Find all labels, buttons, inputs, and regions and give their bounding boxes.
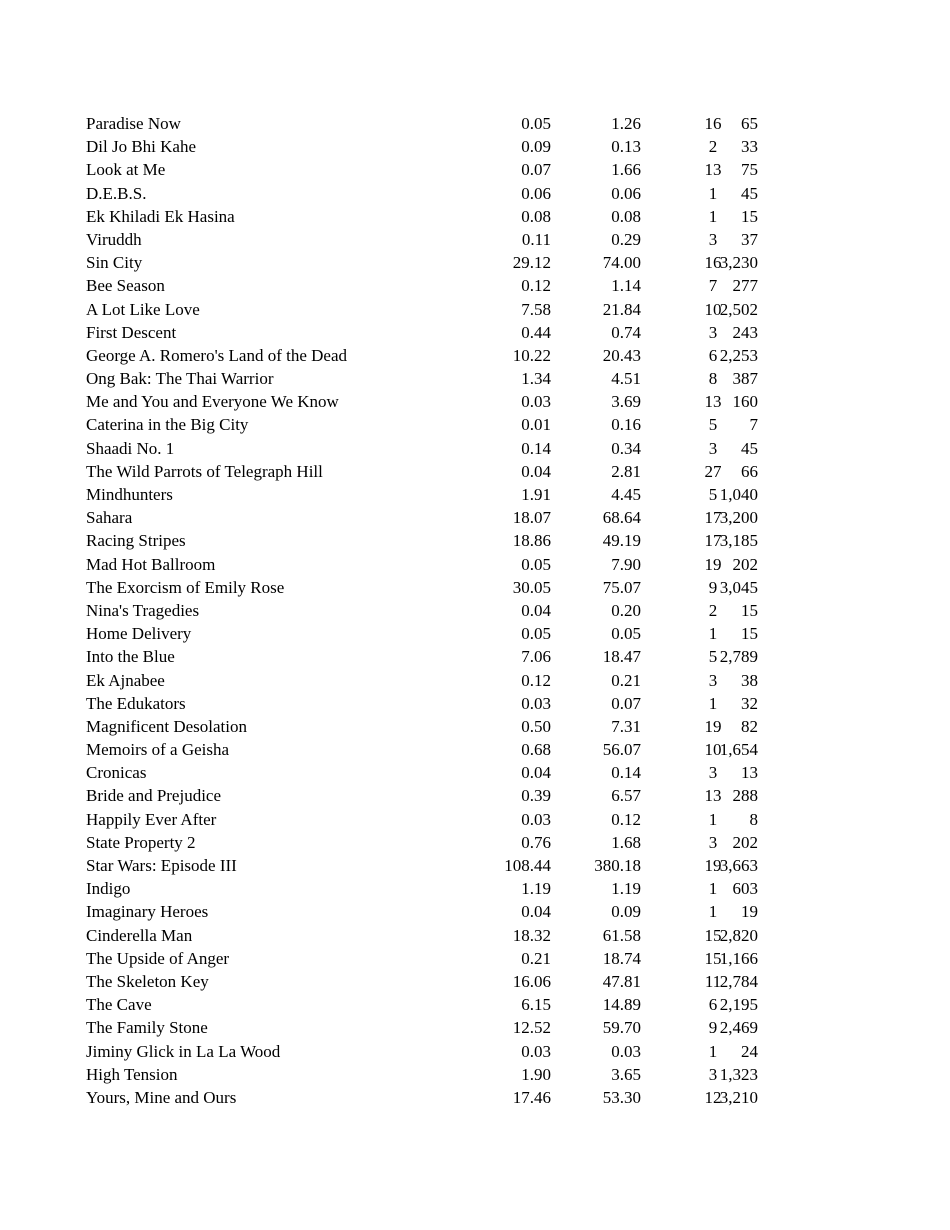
- value-cell-1: 0.03: [521, 392, 551, 412]
- movie-title-cell: Magnificent Desolation: [86, 716, 247, 736]
- value-cell-1: 0.08: [521, 206, 551, 226]
- value-cell-4: 3: [708, 322, 718, 342]
- value-cell-2: 0.09: [611, 902, 641, 922]
- value-cell-2: 49.19: [602, 531, 641, 551]
- value-cell-1: 30.05: [512, 577, 551, 597]
- value-cell-2: 7.90: [611, 554, 641, 574]
- table-row: [86, 576, 758, 599]
- movie-title-cell: The Exorcism of Emily Rose: [86, 577, 285, 597]
- value-cell-1: 0.14: [521, 438, 551, 458]
- value-cell-2: 0.03: [611, 1041, 641, 1061]
- value-cell-4: 17: [704, 531, 722, 551]
- movie-title-cell: George A. Romero's Land of the Dead: [86, 345, 347, 365]
- value-cell-4: 1: [708, 1041, 718, 1061]
- movie-title-cell: Cinderella Man: [86, 925, 193, 945]
- movie-title-cell: Paradise Now: [86, 114, 181, 133]
- movie-title-cell: Me and You and Everyone We Know: [86, 392, 339, 412]
- value-cell-1: 0.01: [521, 415, 551, 435]
- value-cell-2: 47.81: [602, 971, 641, 991]
- table-row: [86, 784, 758, 807]
- value-cell-1: 0.03: [521, 809, 551, 829]
- value-cell-4: 13: [704, 786, 722, 806]
- table-row: [86, 182, 758, 205]
- table-row: [86, 715, 758, 738]
- movie-title-cell: Jiminy Glick in La La Wood: [86, 1041, 281, 1061]
- value-cell-1: 12.52: [512, 1018, 551, 1038]
- value-cell-1: 17.46: [512, 1087, 551, 1107]
- table-row: [86, 599, 758, 622]
- table-row: [86, 553, 758, 576]
- movie-title-cell: Mindhunters: [86, 485, 173, 504]
- value-cell-4: 6: [708, 345, 718, 365]
- value-cell-4: 1: [708, 809, 718, 829]
- value-cell-4: 3: [708, 438, 718, 458]
- value-cell-1: 0.04: [521, 763, 551, 783]
- table-row: [86, 367, 758, 390]
- value-cell-3: 1,040: [719, 485, 758, 504]
- table-row: [86, 645, 758, 668]
- table-row: [86, 506, 758, 529]
- value-cell-4: 19: [704, 856, 722, 875]
- movie-title-cell: High Tension: [86, 1064, 178, 1084]
- value-cell-1: 7.06: [521, 647, 551, 667]
- value-cell-2: 0.08: [611, 206, 641, 226]
- value-cell-1: 0.09: [521, 137, 551, 157]
- table-row: [86, 437, 758, 460]
- value-cell-1: 18.07: [512, 508, 551, 528]
- value-cell-3: 37: [741, 229, 758, 249]
- value-cell-3: 15: [741, 624, 758, 644]
- value-cell-2: 6.57: [611, 786, 641, 806]
- value-cell-2: 14.89: [602, 995, 641, 1015]
- value-cell-1: 0.05: [521, 624, 551, 644]
- value-cell-2: 18.47: [602, 647, 641, 667]
- movie-title-cell: Sin City: [86, 253, 143, 273]
- value-cell-1: 0.39: [521, 786, 551, 806]
- value-cell-1: 0.44: [521, 322, 551, 342]
- value-cell-4: 7: [708, 276, 718, 296]
- value-cell-3: 603: [732, 879, 758, 899]
- value-cell-1: 0.12: [521, 670, 551, 690]
- value-cell-3: 288: [732, 786, 758, 806]
- value-cell-2: 53.30: [602, 1087, 641, 1107]
- value-cell-2: 1.19: [611, 879, 641, 899]
- movie-title-cell: The Edukators: [86, 693, 186, 713]
- table-row: [86, 808, 758, 831]
- value-cell-4: 16: [704, 253, 722, 273]
- value-cell-4: 2: [708, 137, 718, 157]
- value-cell-3: 202: [732, 554, 758, 574]
- value-cell-2: 0.12: [611, 809, 641, 829]
- movie-title-cell: Cronicas: [86, 763, 147, 783]
- value-cell-2: 3.69: [611, 392, 641, 412]
- value-cell-3: 243: [732, 322, 758, 342]
- movie-title-cell: Yours, Mine and Ours: [86, 1087, 237, 1107]
- value-cell-4: 15: [704, 948, 722, 968]
- value-cell-4: 9: [708, 1018, 718, 1038]
- value-cell-3: 38: [741, 670, 758, 690]
- value-cell-4: 3: [708, 1064, 718, 1084]
- value-cell-1: 1.34: [521, 369, 551, 389]
- value-cell-1: 0.11: [521, 229, 551, 249]
- value-cell-1: 1.19: [521, 879, 551, 899]
- movie-title-cell: Racing Stripes: [86, 531, 186, 551]
- movie-title-cell: The Upside of Anger: [86, 948, 230, 968]
- value-cell-3: 3,200: [719, 508, 758, 528]
- value-cell-3: 32: [741, 693, 758, 713]
- data-table: [86, 112, 758, 1109]
- value-cell-2: 21.84: [602, 299, 641, 319]
- value-cell-1: 1.90: [521, 1064, 551, 1084]
- value-cell-3: 387: [732, 369, 758, 389]
- value-cell-3: 15: [741, 600, 758, 620]
- value-cell-4: 1: [708, 206, 718, 226]
- value-cell-4: 5: [708, 647, 718, 667]
- value-cell-4: 1: [708, 693, 718, 713]
- movie-title-cell: The Wild Parrots of Telegraph Hill: [86, 461, 323, 481]
- value-cell-2: 1.26: [611, 114, 641, 133]
- value-cell-4: 1: [708, 902, 718, 922]
- movie-title-cell: Ek Ajnabee: [86, 670, 165, 690]
- movie-title-cell: Look at Me: [86, 160, 166, 180]
- table-row: [86, 112, 758, 135]
- table-row: [86, 1063, 758, 1086]
- value-cell-3: 277: [732, 276, 758, 296]
- table-row: [86, 413, 758, 436]
- movie-title-cell: Shaadi No. 1: [86, 438, 175, 458]
- value-cell-4: 13: [704, 392, 722, 412]
- value-cell-1: 0.03: [521, 1041, 551, 1061]
- value-cell-1: 0.06: [521, 183, 551, 203]
- value-cell-1: 0.21: [521, 948, 551, 968]
- value-cell-2: 4.45: [611, 485, 641, 504]
- value-cell-4: 5: [708, 415, 718, 435]
- value-cell-1: 0.04: [521, 600, 551, 620]
- movie-title-cell: Mad Hot Ballroom: [86, 554, 216, 574]
- value-cell-4: 1: [708, 183, 718, 203]
- value-cell-3: 82: [741, 716, 758, 736]
- value-cell-2: 3.65: [611, 1064, 641, 1084]
- value-cell-1: 0.12: [521, 276, 551, 296]
- value-cell-4: 16: [704, 114, 722, 133]
- value-cell-3: 24: [741, 1041, 758, 1061]
- value-cell-4: 12: [704, 1087, 722, 1107]
- value-cell-3: 45: [741, 183, 758, 203]
- value-cell-3: 8: [749, 809, 758, 829]
- value-cell-3: 1,654: [719, 740, 758, 760]
- value-cell-1: 10.22: [512, 345, 551, 365]
- value-cell-2: 4.51: [611, 369, 641, 389]
- value-cell-2: 1.68: [611, 832, 641, 852]
- value-cell-4: 3: [708, 763, 718, 783]
- movie-title-cell: Nina's Tragedies: [86, 600, 200, 620]
- value-cell-3: 3,230: [719, 253, 758, 273]
- value-cell-4: 8: [708, 369, 718, 389]
- value-cell-1: 0.05: [521, 114, 551, 133]
- value-cell-3: 19: [741, 902, 758, 922]
- value-cell-2: 0.34: [611, 438, 641, 458]
- table-row: [86, 993, 758, 1016]
- table-row: [86, 761, 758, 784]
- value-cell-1: 6.15: [521, 995, 551, 1015]
- movie-title-cell: Happily Ever After: [86, 809, 217, 829]
- table-row: [86, 228, 758, 251]
- value-cell-2: 0.20: [611, 600, 641, 620]
- movie-title-cell: Bee Season: [86, 276, 165, 296]
- value-cell-1: 0.03: [521, 693, 551, 713]
- value-cell-3: 33: [741, 137, 758, 157]
- value-cell-2: 0.13: [611, 137, 641, 157]
- value-cell-3: 2,820: [719, 925, 758, 945]
- movie-title-cell: First Descent: [86, 322, 177, 342]
- table-row: [86, 344, 758, 367]
- table-row: [86, 135, 758, 158]
- value-cell-2: 0.07: [611, 693, 641, 713]
- value-cell-4: 1: [708, 879, 718, 899]
- value-cell-4: 13: [704, 160, 722, 180]
- value-cell-2: 59.70: [602, 1018, 641, 1038]
- value-cell-3: 2,502: [719, 299, 758, 319]
- table-row: [86, 390, 758, 413]
- value-cell-2: 0.74: [611, 322, 641, 342]
- value-cell-1: 18.32: [512, 925, 551, 945]
- value-cell-1: 0.07: [521, 160, 551, 180]
- movie-title-cell: Sahara: [86, 508, 133, 528]
- movie-title-cell: State Property 2: [86, 832, 196, 852]
- value-cell-1: 7.58: [521, 299, 551, 319]
- table-row: [86, 321, 758, 344]
- value-cell-1: 0.68: [521, 740, 551, 760]
- value-cell-2: 20.43: [602, 345, 641, 365]
- value-cell-4: 11: [704, 971, 722, 991]
- table-row: [86, 1040, 758, 1063]
- value-cell-3: 1,166: [719, 948, 758, 968]
- movie-title-cell: Dil Jo Bhi Kahe: [86, 137, 197, 157]
- value-cell-3: 75: [741, 160, 758, 180]
- value-cell-4: 19: [704, 716, 722, 736]
- value-cell-2: 1.14: [611, 276, 641, 296]
- value-cell-1: 0.05: [521, 554, 551, 574]
- value-cell-4: 9: [708, 577, 718, 597]
- movie-title-cell: The Family Stone: [86, 1018, 208, 1038]
- value-cell-2: 380.18: [594, 856, 641, 875]
- table-row: [86, 947, 758, 970]
- value-cell-4: 27: [704, 461, 722, 481]
- value-cell-2: 18.74: [602, 948, 641, 968]
- value-cell-4: 5: [708, 485, 718, 504]
- value-cell-3: 3,045: [719, 577, 758, 597]
- movie-title-cell: Memoirs of a Geisha: [86, 740, 230, 760]
- value-cell-2: 1.66: [611, 160, 641, 180]
- value-cell-3: 1,323: [719, 1064, 758, 1084]
- value-cell-4: 3: [708, 670, 718, 690]
- table-row: [86, 831, 758, 854]
- value-cell-2: 0.05: [611, 624, 641, 644]
- table-row: [86, 692, 758, 715]
- value-cell-2: 0.16: [611, 415, 641, 435]
- value-cell-2: 56.07: [602, 740, 641, 760]
- value-cell-3: 2,469: [719, 1018, 758, 1038]
- value-cell-2: 0.14: [611, 763, 641, 783]
- movie-title-cell: Ek Khiladi Ek Hasina: [86, 206, 235, 226]
- value-cell-4: 15: [704, 925, 722, 945]
- table-row: [86, 877, 758, 900]
- value-cell-3: 15: [741, 206, 758, 226]
- movie-title-cell: Caterina in the Big City: [86, 415, 249, 435]
- value-cell-4: 19: [704, 554, 722, 574]
- table-row: [86, 483, 758, 506]
- table-row: [86, 854, 758, 877]
- value-cell-1: 108.44: [504, 856, 551, 875]
- value-cell-3: 2,253: [719, 345, 758, 365]
- table-row: [86, 460, 758, 483]
- value-cell-1: 1.91: [521, 485, 551, 504]
- table-row: [86, 205, 758, 228]
- value-cell-2: 74.00: [602, 253, 641, 273]
- table-row: [86, 529, 758, 552]
- value-cell-2: 7.31: [611, 716, 641, 736]
- table-row: [86, 900, 758, 923]
- movie-title-cell: Viruddh: [86, 229, 142, 249]
- value-cell-4: 1: [708, 624, 718, 644]
- table-row: [86, 274, 758, 297]
- movie-title-cell: The Cave: [86, 995, 152, 1015]
- value-cell-2: 0.21: [611, 670, 641, 690]
- value-cell-3: 202: [732, 832, 758, 852]
- value-cell-4: 6: [708, 995, 718, 1015]
- table-row: [86, 1016, 758, 1039]
- value-cell-3: 3,663: [719, 856, 758, 875]
- movie-title-cell: A Lot Like Love: [86, 299, 200, 319]
- value-cell-1: 29.12: [512, 253, 551, 273]
- value-cell-4: 17: [704, 508, 722, 528]
- value-cell-1: 0.50: [521, 716, 551, 736]
- value-cell-3: 2,195: [719, 995, 758, 1015]
- value-cell-3: 3,210: [719, 1087, 758, 1107]
- movie-title-cell: Imaginary Heroes: [86, 902, 209, 922]
- value-cell-1: 0.04: [521, 902, 551, 922]
- value-cell-2: 2.81: [611, 461, 641, 481]
- value-cell-1: 0.76: [521, 832, 551, 852]
- table-row: [86, 298, 758, 321]
- movie-title-cell: Home Delivery: [86, 624, 192, 644]
- movie-title-cell: Indigo: [86, 879, 131, 899]
- movie-title-cell: Bride and Prejudice: [86, 786, 222, 806]
- table-row: [86, 158, 758, 181]
- table-row: [86, 738, 758, 761]
- value-cell-1: 18.86: [512, 531, 551, 551]
- value-cell-2: 75.07: [602, 577, 641, 597]
- value-cell-3: 13: [741, 763, 758, 783]
- table-row: [86, 669, 758, 692]
- value-cell-2: 0.29: [611, 229, 641, 249]
- value-cell-4: 2: [708, 600, 718, 620]
- movie-title-cell: Ong Bak: The Thai Warrior: [86, 369, 274, 389]
- movie-title-cell: D.E.B.S.: [86, 183, 147, 203]
- value-cell-1: 16.06: [512, 971, 551, 991]
- value-cell-2: 61.58: [602, 925, 641, 945]
- value-cell-2: 68.64: [602, 508, 641, 528]
- table-row: [86, 622, 758, 645]
- value-cell-4: 3: [708, 832, 718, 852]
- value-cell-3: 45: [741, 438, 758, 458]
- value-cell-3: 66: [741, 461, 758, 481]
- value-cell-3: 65: [741, 114, 758, 133]
- movie-title-cell: The Skeleton Key: [86, 971, 209, 991]
- table-row: [86, 251, 758, 274]
- value-cell-1: 0.04: [521, 461, 551, 481]
- table-row: [86, 924, 758, 947]
- value-cell-3: 3,185: [719, 531, 758, 551]
- movie-title-cell: Star Wars: Episode III: [86, 856, 237, 875]
- value-cell-2: 0.06: [611, 183, 641, 203]
- value-cell-3: 160: [732, 392, 758, 412]
- value-cell-4: 10: [704, 740, 722, 760]
- value-cell-3: 2,789: [719, 647, 758, 667]
- value-cell-3: 7: [749, 415, 758, 435]
- value-cell-4: 3: [708, 229, 718, 249]
- table-row: [86, 970, 758, 993]
- table-row: [86, 1086, 758, 1109]
- value-cell-3: 2,784: [719, 971, 758, 991]
- value-cell-4: 10: [704, 299, 722, 319]
- movie-title-cell: Into the Blue: [86, 647, 175, 667]
